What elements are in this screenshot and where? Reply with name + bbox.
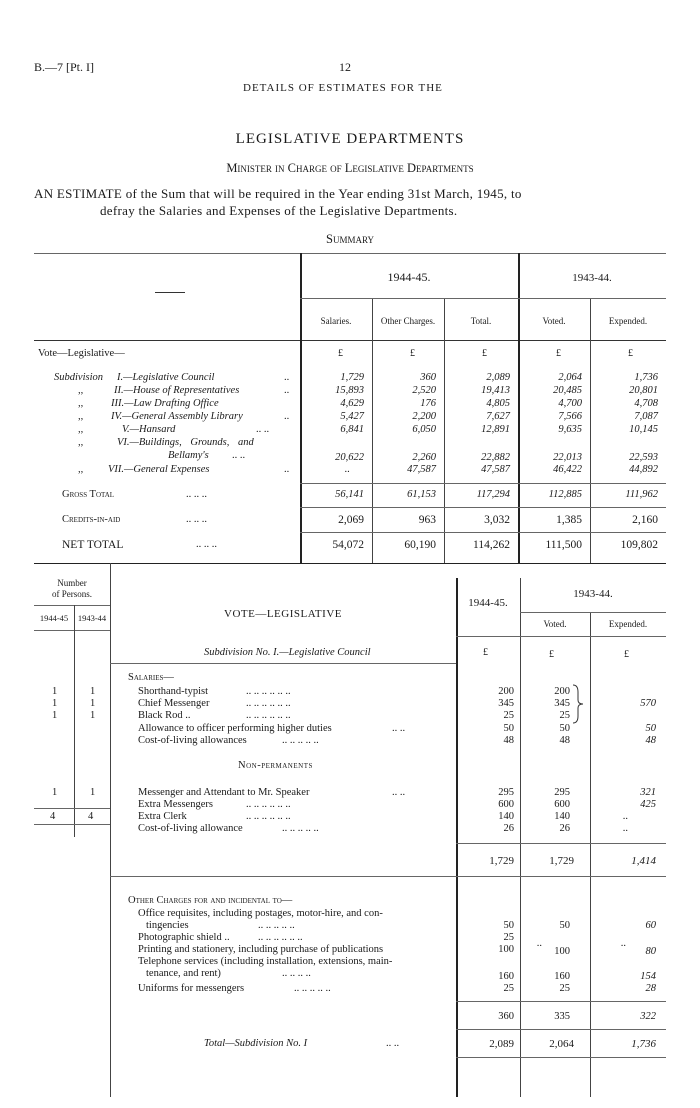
total-value: 117,294 — [476, 489, 510, 500]
summary-col-total: Total. — [470, 316, 492, 326]
voted-value: 50 — [559, 920, 570, 931]
expended-value: .. — [622, 823, 628, 834]
summary-heading: Summary — [326, 232, 374, 246]
estimate-value: 100 — [498, 944, 514, 955]
row-prefix: ,, — [78, 437, 84, 448]
estimate-value: 140 — [498, 811, 514, 822]
estimate-value: 345 — [498, 698, 514, 709]
row-label: Gross Total — [62, 489, 115, 500]
voted-value: 7,566 — [558, 411, 582, 422]
document-reference: B.—7 [Pt. I] — [34, 60, 94, 74]
leader-dots: .. .. .. .. — [282, 968, 311, 979]
summary-col-1944-45: 1944-45. — [387, 270, 431, 284]
salaries-value: 1,729 — [340, 372, 364, 383]
expended-value: 321 — [640, 787, 656, 798]
salaries-value: 20,622 — [335, 452, 364, 463]
salaries-value: 2,069 — [338, 514, 364, 526]
pound-sign: £ — [482, 348, 487, 359]
brace-icon — [572, 684, 584, 724]
voted-value: .. — [536, 938, 542, 949]
voted-value: 2,064 — [549, 1038, 574, 1050]
item-label-continued: tingencies — [146, 920, 189, 931]
leader-dots: .. .. .. .. .. — [282, 823, 319, 834]
voted-value: 111,500 — [545, 539, 582, 551]
row-label: V.—Hansard — [122, 424, 176, 435]
voted-value: 46,422 — [553, 464, 582, 475]
item-label: Shorthand-typist — [138, 686, 208, 697]
total-value: 22,882 — [481, 452, 510, 463]
pound-sign: £ — [549, 649, 554, 660]
persons-heading-sub: of Persons. — [52, 589, 92, 599]
voted-value: 1,385 — [556, 514, 582, 526]
item-label: Total—Subdivision No. I — [204, 1038, 308, 1049]
estimate-value: 2,089 — [489, 1038, 514, 1050]
row-prefix: ,, — [78, 385, 84, 396]
row-prefix: ,, — [78, 411, 84, 422]
voted-value: 160 — [554, 971, 570, 982]
leader-dots: .. .. — [256, 424, 270, 435]
expended-value: 4,708 — [634, 398, 658, 409]
expended-value: 44,892 — [629, 464, 658, 475]
leader-dots: .. .. .. .. .. — [258, 920, 295, 931]
other-charges-value: 176 — [420, 398, 436, 409]
estimate-intro-line-2: defray the Salaries and Expenses of the Legislative Departments. — [100, 203, 458, 218]
total-value: 47,587 — [481, 464, 510, 475]
detail-col-1943-44: 1943-44. — [573, 588, 613, 600]
total-value: 7,627 — [486, 411, 510, 422]
persons-1943-44: 1 — [90, 710, 96, 721]
persons-heading: Number — [57, 578, 87, 588]
other-charges-value: 2,200 — [412, 411, 436, 422]
row-prefix: ,, — [78, 398, 84, 409]
expended-value: .. — [622, 811, 628, 822]
leader-dots: .. .. — [392, 723, 406, 734]
summary-col-other-charges: Other Charges. — [380, 316, 436, 326]
voted-value: 50 — [559, 723, 570, 734]
expended-value: 80 — [645, 946, 656, 957]
other-charges-value: 963 — [418, 514, 436, 526]
leader-dots: .. .. .. .. .. .. — [246, 799, 291, 810]
persons-col-1944-45: 1944-45 — [39, 613, 69, 623]
leader-dots: .. .. .. .. .. — [282, 735, 319, 746]
summary-col-voted: Voted. — [542, 316, 566, 326]
voted-value: 1,729 — [549, 855, 574, 867]
item-label: Black Rod .. — [138, 710, 191, 721]
total-value: 12,891 — [481, 424, 510, 435]
estimate-value: 26 — [503, 823, 514, 834]
expended-value: 1,736 — [631, 1038, 656, 1050]
item-label: Extra Clerk — [138, 811, 187, 822]
salaries-value: 4,629 — [340, 398, 364, 409]
persons-1944-45: 1 — [52, 698, 58, 709]
subdivision-heading: Subdivision No. I.—Legislative Council — [204, 647, 371, 658]
leader-dots: .. .. .. .. .. .. — [246, 686, 291, 697]
row-label: IV.—General Assembly Library — [111, 411, 243, 422]
item-label: Messenger and Attendant to Mr. Speaker — [138, 787, 310, 798]
leader-dots: .. .. .. .. .. .. — [258, 932, 303, 943]
estimate-value: 25 — [503, 710, 514, 721]
row-prefix: ,, — [78, 464, 84, 475]
row-label-continued: Bellamy's — [168, 450, 209, 461]
expended-value: 570 — [640, 698, 656, 709]
item-label: Uniforms for messengers — [138, 983, 245, 994]
expended-value: 28 — [645, 983, 656, 994]
item-label: Telephone services (including installation, extensions, main- — [138, 956, 393, 967]
other-charges-heading: Other Charges for and incidental to— — [128, 895, 293, 906]
voted-value: 600 — [554, 799, 570, 810]
estimate-value: 1,729 — [489, 855, 514, 867]
voted-value: 2,064 — [558, 372, 582, 383]
voted-value: 22,013 — [553, 452, 582, 463]
expended-value: 322 — [640, 1011, 656, 1022]
estimate-value: 25 — [503, 983, 514, 994]
minister-line: Minister in Charge of Legislative Departments — [226, 161, 474, 175]
salaries-value: 15,893 — [335, 385, 364, 396]
item-label: Office requisites, including postages, motor-hire, and con- — [138, 908, 383, 919]
leader-dots: .. .. — [386, 1038, 400, 1049]
leader-dots: .. — [284, 464, 290, 475]
row-label: I.—Legislative Council — [117, 372, 215, 383]
expended-value: 60 — [645, 920, 656, 931]
detail-col-expended: Expended. — [608, 619, 648, 629]
expended-value: 20,801 — [629, 385, 658, 396]
voted-value: 25 — [559, 710, 570, 721]
row-label: II.—House of Representatives — [114, 385, 240, 396]
non-permanents-heading: Non-permanents — [238, 760, 313, 771]
total-value: 114,262 — [473, 539, 510, 551]
pound-sign: £ — [556, 348, 561, 359]
estimate-value: 295 — [498, 787, 514, 798]
pound-sign: £ — [338, 348, 343, 359]
total-value: 2,089 — [486, 372, 510, 383]
leader-dots: .. .. — [392, 787, 406, 798]
expended-value: 10,145 — [629, 424, 658, 435]
leader-dots: .. .. .. — [186, 514, 207, 525]
salaries-heading: Salaries— — [128, 672, 174, 683]
pound-sign: £ — [410, 348, 415, 359]
page-title: LEGISLATIVE DEPARTMENTS — [235, 131, 465, 147]
expended-value: 109,802 — [620, 539, 658, 551]
persons-1943-44: 1 — [90, 698, 96, 709]
estimate-value: 200 — [498, 686, 514, 697]
leader-dots: .. .. .. .. .. .. — [246, 698, 291, 709]
total-value: 4,805 — [486, 398, 510, 409]
row-prefix: Subdivision — [54, 372, 103, 383]
leader-dots: .. .. .. — [196, 539, 217, 550]
summary-col-expended: Expended. — [608, 316, 648, 326]
leader-dots: .. — [284, 372, 290, 383]
row-label: VI.—Buildings, Grounds, and — [117, 437, 254, 448]
voted-value: 9,635 — [558, 424, 582, 435]
expended-value: .. — [620, 938, 626, 949]
leader-dots: .. .. .. .. .. .. — [246, 811, 291, 822]
expended-value: 50 — [645, 723, 656, 734]
voted-value: 20,485 — [553, 385, 582, 396]
pound-sign: £ — [624, 649, 629, 660]
voted-value: 335 — [554, 1011, 570, 1022]
item-label: Cost-of-living allowance — [138, 823, 243, 834]
persons-1944-45: 1 — [52, 686, 58, 697]
estimate-value: 600 — [498, 799, 514, 810]
persons-1944-45: 4 — [50, 811, 56, 822]
row-label: VII.—General Expenses — [108, 464, 210, 475]
pound-sign: £ — [628, 348, 633, 359]
expended-value: 48 — [645, 735, 656, 746]
other-charges-value: 60,190 — [404, 539, 436, 551]
other-charges-value: 6,050 — [412, 424, 436, 435]
voted-value: 112,885 — [548, 489, 582, 500]
total-value: 19,413 — [481, 385, 510, 396]
summary-col-1943-44: 1943-44. — [572, 272, 612, 284]
leader-dots: .. .. — [232, 450, 246, 461]
expended-value: 7,087 — [634, 411, 658, 422]
estimate-value: 160 — [498, 971, 514, 982]
estimate-value: 50 — [503, 723, 514, 734]
persons-1943-44: 1 — [90, 787, 96, 798]
voted-value: 200 — [554, 686, 570, 697]
voted-value: 100 — [554, 946, 570, 957]
voted-value: 25 — [559, 983, 570, 994]
other-charges-value: 2,260 — [412, 452, 436, 463]
item-label: Cost-of-living allowances — [138, 735, 247, 746]
salaries-value: 6,841 — [340, 424, 364, 435]
page-number: 12 — [339, 60, 351, 74]
voted-value: 26 — [559, 823, 570, 834]
item-label: Allowance to officer performing higher duties — [138, 723, 332, 734]
summary-col-salaries: Salaries. — [320, 316, 352, 326]
persons-col-1943-44: 1943-44 — [77, 613, 107, 623]
other-charges-value: 61,153 — [407, 489, 436, 500]
salaries-value: 54,072 — [332, 539, 364, 551]
item-label: Extra Messengers — [138, 799, 213, 810]
salaries-value: 5,427 — [340, 411, 364, 422]
vote-title: VOTE—LEGISLATIVE — [224, 608, 342, 620]
row-label: III.—Law Drafting Office — [111, 398, 219, 409]
leader-dots: .. .. .. .. .. — [294, 983, 331, 994]
estimate-intro-line-1: AN ESTIMATE of the Sum that will be required in the Year ending 31st March, 1945, to — [34, 186, 522, 201]
persons-1943-44: 1 — [90, 686, 96, 697]
salaries-value: .. — [344, 464, 350, 475]
persons-1944-45: 1 — [52, 787, 58, 798]
expended-value: 154 — [640, 971, 656, 982]
voted-value: 4,700 — [558, 398, 582, 409]
row-prefix: ,, — [78, 424, 84, 435]
expended-value: 425 — [640, 799, 656, 810]
running-title: DETAILS OF ESTIMATES FOR THE — [243, 82, 443, 94]
salaries-value: 56,141 — [335, 489, 364, 500]
persons-1943-44: 4 — [88, 811, 94, 822]
leader-dots: .. — [284, 411, 290, 422]
expended-value: 1,414 — [631, 855, 656, 867]
item-label-continued: tenance, and rent) — [146, 968, 221, 979]
other-charges-value: 47,587 — [407, 464, 436, 475]
leader-dots: .. .. .. — [186, 489, 207, 500]
detail-col-voted: Voted. — [543, 619, 567, 629]
estimate-value: 48 — [503, 735, 514, 746]
leader-dots: .. — [284, 385, 290, 396]
estimate-value: 360 — [498, 1011, 514, 1022]
vote-label: Vote—Legislative— — [38, 348, 125, 359]
other-charges-value: 360 — [420, 372, 436, 383]
estimate-value: 25 — [503, 932, 514, 943]
expended-value: 2,160 — [632, 514, 658, 526]
detail-col-1944-45: 1944-45. — [468, 597, 508, 609]
voted-value: 295 — [554, 787, 570, 798]
expended-value: 111,962 — [625, 489, 658, 500]
total-value: 3,032 — [484, 514, 510, 526]
expended-value: 22,593 — [629, 452, 658, 463]
item-label: Printing and stationery, including purchase of publications — [138, 944, 384, 955]
item-label: Photographic shield .. — [138, 932, 230, 943]
voted-value: 48 — [559, 735, 570, 746]
leader-dots: .. .. .. .. .. .. — [246, 710, 291, 721]
row-label: Credits-in-aid — [62, 514, 121, 525]
voted-value: 140 — [554, 811, 570, 822]
expended-value: 1,736 — [634, 372, 658, 383]
other-charges-value: 2,520 — [412, 385, 436, 396]
estimate-value: 50 — [503, 920, 514, 931]
persons-1944-45: 1 — [52, 710, 58, 721]
voted-value: 345 — [554, 698, 570, 709]
row-label: NET TOTAL — [62, 539, 124, 551]
item-label: Chief Messenger — [138, 698, 210, 709]
pound-sign: £ — [483, 647, 488, 658]
